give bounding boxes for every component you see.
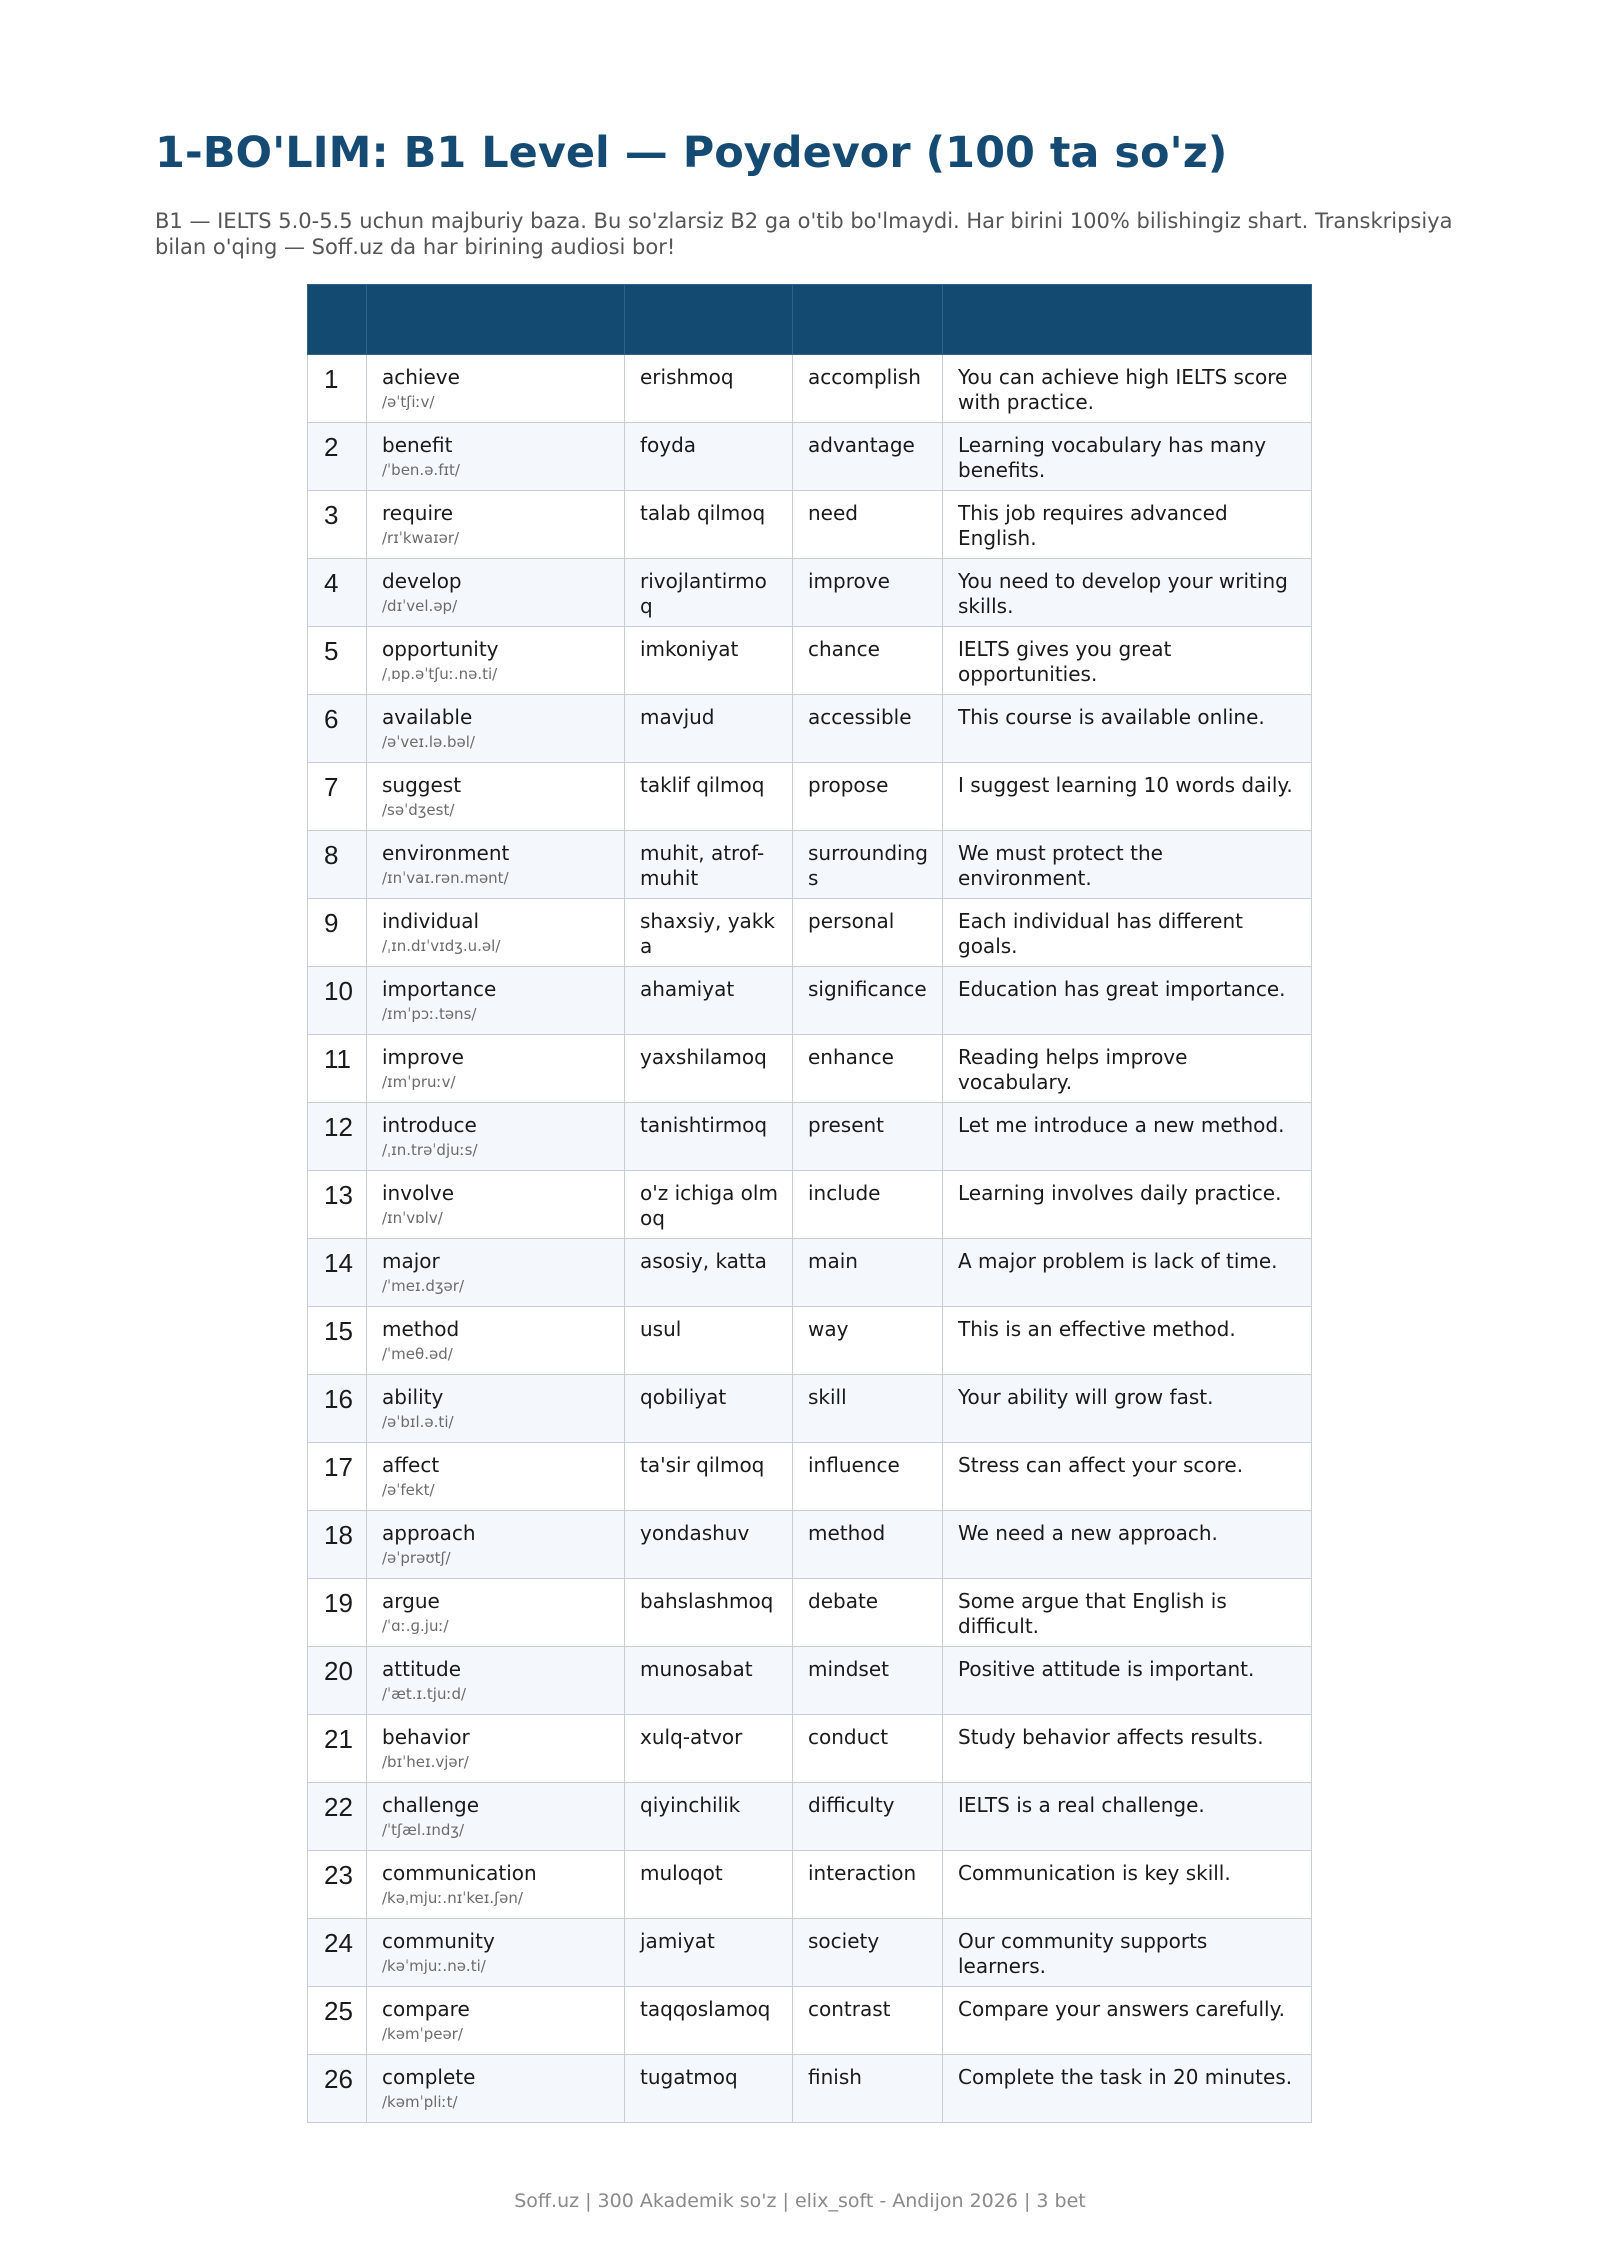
english-word: suggest [382,773,462,797]
transcription: /əˈveɪ.lə.bəl/ [382,733,475,751]
example-sentence: This course is available online. [943,695,1312,763]
header-cell-number [308,285,367,355]
english-word: introduce [382,1113,477,1137]
header-cell-example [943,285,1312,355]
uzbek-translation: erishmoq [625,355,793,423]
table-row [308,695,1312,763]
english-word: achieve [382,365,460,389]
word-cell [367,1511,625,1579]
transcription: /kəmˈpeər/ [382,2025,463,2043]
transcription: /ɪnˈvaɪ.rən.mənt/ [382,869,509,887]
word-cell [367,1715,625,1783]
synonym: finish [793,2055,943,2123]
uzbek-translation: shaxsiy, yakka [625,899,793,967]
transcription: /əˈtʃiːv/ [382,393,435,411]
english-word: opportunity [382,637,499,661]
table-row [308,1511,1312,1579]
example-sentence: We need a new approach. [943,1511,1312,1579]
table-row [308,967,1312,1035]
transcription: /ˈmeɪ.dʒər/ [382,1277,464,1295]
uzbek-translation: munosabat [625,1647,793,1715]
example-sentence: Learning involves daily practice. [943,1171,1312,1239]
synonym: debate [793,1579,943,1647]
row-number: 13 [308,1171,367,1239]
uzbek-translation: usul [625,1307,793,1375]
transcription: /ˌɪn.dɪˈvɪdʒ.u.əl/ [382,937,501,955]
uzbek-translation: qobiliyat [625,1375,793,1443]
table-row [308,1103,1312,1171]
row-number: 20 [308,1647,367,1715]
example-sentence: Learning vocabulary has many benefits. [943,423,1312,491]
english-word: develop [382,569,462,593]
transcription: /rɪˈkwaɪər/ [382,529,460,547]
english-word: environment [382,841,510,865]
english-word: involve [382,1181,455,1205]
table-row [308,1987,1312,2055]
word-cell [367,1647,625,1715]
uzbek-translation: talab qilmoq [625,491,793,559]
transcription: /bɪˈheɪ.vjər/ [382,1753,469,1771]
row-number: 26 [308,2055,367,2123]
example-sentence: Positive attitude is important. [943,1647,1312,1715]
word-cell [367,1443,625,1511]
table-row [308,2055,1312,2123]
synonym: method [793,1511,943,1579]
english-word: complete [382,2065,476,2089]
example-sentence: This job requires advanced English. [943,491,1312,559]
english-word: community [382,1929,495,1953]
uzbek-translation: muloqot [625,1851,793,1919]
synonym: present [793,1103,943,1171]
transcription: /ˈben.ə.fɪt/ [382,461,460,479]
english-word: attitude [382,1657,462,1681]
english-word: available [382,705,473,729]
word-cell [367,627,625,695]
uzbek-translation: taqqoslamoq [625,1987,793,2055]
english-word: argue [382,1589,440,1613]
word-cell [367,1035,625,1103]
word-cell [367,355,625,423]
row-number: 22 [308,1783,367,1851]
row-number: 7 [308,763,367,831]
example-sentence: A major problem is lack of time. [943,1239,1312,1307]
english-word: compare [382,1997,470,2021]
example-sentence: Our community supports learners. [943,1919,1312,1987]
word-cell [367,559,625,627]
word-cell [367,1307,625,1375]
example-sentence: Study behavior affects results. [943,1715,1312,1783]
synonym: interaction [793,1851,943,1919]
table-row [308,1851,1312,1919]
table-row [308,831,1312,899]
english-word: behavior [382,1725,470,1749]
synonym: mindset [793,1647,943,1715]
example-sentence: Compare your answers carefully. [943,1987,1312,2055]
row-number: 9 [308,899,367,967]
uzbek-translation: asosiy, katta [625,1239,793,1307]
word-cell [367,763,625,831]
row-number: 19 [308,1579,367,1647]
transcription: /əˈprəʊtʃ/ [382,1549,451,1567]
english-word: individual [382,909,480,933]
english-word: major [382,1249,440,1273]
example-sentence: I suggest learning 10 words daily. [943,763,1312,831]
example-sentence: This is an effective method. [943,1307,1312,1375]
english-word: approach [382,1521,476,1545]
table-row [308,1647,1312,1715]
table-row [308,1035,1312,1103]
table-row [308,627,1312,695]
synonym: chance [793,627,943,695]
synonym: need [793,491,943,559]
transcription: /kəˌmjuː.nɪˈkeɪ.ʃən/ [382,1889,523,1907]
english-word: improve [382,1045,464,1069]
word-cell [367,1987,625,2055]
transcription: /səˈdʒest/ [382,801,455,819]
word-cell [367,1171,625,1239]
transcription: /ˈæt.ɪ.tjuːd/ [382,1685,467,1703]
uzbek-translation: yaxshilamoq [625,1035,793,1103]
synonym: influence [793,1443,943,1511]
table-row [308,1919,1312,1987]
uzbek-translation: bahslashmoq [625,1579,793,1647]
synonym: difficulty [793,1783,943,1851]
word-cell [367,1783,625,1851]
transcription: /ɪmˈpɔː.təns/ [382,1005,477,1023]
example-sentence: Stress can affect your score. [943,1443,1312,1511]
word-cell [367,967,625,1035]
example-sentence: Let me introduce a new method. [943,1103,1312,1171]
synonym: skill [793,1375,943,1443]
transcription: /ɪnˈvɒlv/ [382,1209,443,1227]
transcription: /ˈɑː.ɡ.juː/ [382,1617,449,1635]
uzbek-translation: mavjud [625,695,793,763]
intro-paragraph: B1 — IELTS 5.0-5.5 uchun majburiy baza. Bu so'zlarsiz B2 ga o'tib bo'lmaydi. Har birini 100% bilishingiz shart. Transkripsiya bilan o'qing — Soff.uz da har birining audiosi bor! [155,209,1453,259]
table-row [308,1783,1312,1851]
synonym: accessible [793,695,943,763]
uzbek-translation: ta'sir qilmoq [625,1443,793,1511]
uzbek-translation: imkoniyat [625,627,793,695]
example-sentence: We must protect the environment. [943,831,1312,899]
example-sentence: Education has great importance. [943,967,1312,1035]
synonym: contrast [793,1987,943,2055]
synonym: conduct [793,1715,943,1783]
row-number: 5 [308,627,367,695]
transcription: /əˈbɪl.ə.ti/ [382,1413,454,1431]
table-row [308,355,1312,423]
table-row [308,1171,1312,1239]
transcription: /ˌɒp.əˈtʃuː.nə.ti/ [382,665,498,683]
header-cell-word [367,285,625,355]
row-number: 21 [308,1715,367,1783]
row-number: 10 [308,967,367,1035]
header-cell-translation [625,285,793,355]
uzbek-translation: muhit, atrof-muhit [625,831,793,899]
english-word: importance [382,977,497,1001]
english-word: challenge [382,1793,480,1817]
word-cell [367,899,625,967]
table-header [308,285,1312,355]
table-row [308,1443,1312,1511]
word-cell [367,831,625,899]
table-row [308,1715,1312,1783]
transcription: /kəmˈpliːt/ [382,2093,458,2111]
transcription: /ˈmeθ.əd/ [382,1345,453,1363]
synonym: improve [793,559,943,627]
row-number: 8 [308,831,367,899]
english-word: ability [382,1385,444,1409]
row-number: 15 [308,1307,367,1375]
synonym: propose [793,763,943,831]
uzbek-translation: jamiyat [625,1919,793,1987]
uzbek-translation: taklif qilmoq [625,763,793,831]
example-sentence: Your ability will grow fast. [943,1375,1312,1443]
word-cell [367,1375,625,1443]
synonym: personal [793,899,943,967]
word-cell [367,1239,625,1307]
row-number: 25 [308,1987,367,2055]
table-row [308,1375,1312,1443]
synonym: surroundings [793,831,943,899]
example-sentence: You need to develop your writing skills. [943,559,1312,627]
example-sentence: IELTS is a real challenge. [943,1783,1312,1851]
uzbek-translation: foyda [625,423,793,491]
english-word: benefit [382,433,453,457]
synonym: main [793,1239,943,1307]
row-number: 6 [308,695,367,763]
table-row [308,423,1312,491]
example-sentence: Some argue that English is difficult. [943,1579,1312,1647]
row-number: 1 [308,355,367,423]
row-number: 17 [308,1443,367,1511]
synonym: way [793,1307,943,1375]
synonym: include [793,1171,943,1239]
row-number: 16 [308,1375,367,1443]
uzbek-translation: xulq-atvor [625,1715,793,1783]
uzbek-translation: ahamiyat [625,967,793,1035]
example-sentence: Each individual has different goals. [943,899,1312,967]
transcription: /ɪmˈpruːv/ [382,1073,456,1091]
table-row [308,559,1312,627]
table-row [308,899,1312,967]
transcription: /ˌɪn.trəˈdjuːs/ [382,1141,478,1159]
uzbek-translation: o'z ichiga olmoq [625,1171,793,1239]
uzbek-translation: qiyinchilik [625,1783,793,1851]
word-cell [367,695,625,763]
example-sentence: IELTS gives you great opportunities. [943,627,1312,695]
word-cell [367,423,625,491]
uzbek-translation: rivojlantirmoq [625,559,793,627]
row-number: 4 [308,559,367,627]
english-word: method [382,1317,460,1341]
table-row [308,1239,1312,1307]
row-number: 11 [308,1035,367,1103]
row-number: 3 [308,491,367,559]
header-cell-synonym [793,285,943,355]
page-footer: Soff.uz | 300 Akademik so'z | elix_soft - Andijon 2026 | 3 bet [514,2190,1086,2212]
synonym: significance [793,967,943,1035]
page-title: 1-BO'LIM: B1 Level — Poydevor (100 ta so'z) [155,128,1228,178]
word-cell [367,2055,625,2123]
table-row [308,491,1312,559]
synonym: society [793,1919,943,1987]
word-cell [367,491,625,559]
word-cell [367,1851,625,1919]
row-number: 14 [308,1239,367,1307]
transcription: /dɪˈvel.əp/ [382,597,458,615]
uzbek-translation: tugatmoq [625,2055,793,2123]
english-word: communication [382,1861,537,1885]
row-number: 23 [308,1851,367,1919]
table-row [308,763,1312,831]
word-cell [367,1919,625,1987]
transcription: /kəˈmjuː.nə.ti/ [382,1957,486,1975]
row-number: 2 [308,423,367,491]
synonym: advantage [793,423,943,491]
table-row [308,1579,1312,1647]
transcription: /əˈfekt/ [382,1481,435,1499]
table-body [308,355,1312,2123]
row-number: 18 [308,1511,367,1579]
uzbek-translation: yondashuv [625,1511,793,1579]
example-sentence: You can achieve high IELTS score with practice. [943,355,1312,423]
vocabulary-table [307,284,1312,2123]
example-sentence: Reading helps improve vocabulary. [943,1035,1312,1103]
example-sentence: Complete the task in 20 minutes. [943,2055,1312,2123]
row-number: 12 [308,1103,367,1171]
table-row [308,1307,1312,1375]
english-word: require [382,501,454,525]
uzbek-translation: tanishtirmoq [625,1103,793,1171]
word-cell [367,1103,625,1171]
word-cell [367,1579,625,1647]
transcription: /ˈtʃæl.ɪndʒ/ [382,1821,465,1839]
synonym: accomplish [793,355,943,423]
synonym: enhance [793,1035,943,1103]
row-number: 24 [308,1919,367,1987]
example-sentence: Communication is key skill. [943,1851,1312,1919]
table-header-row [308,285,1312,355]
english-word: affect [382,1453,440,1477]
